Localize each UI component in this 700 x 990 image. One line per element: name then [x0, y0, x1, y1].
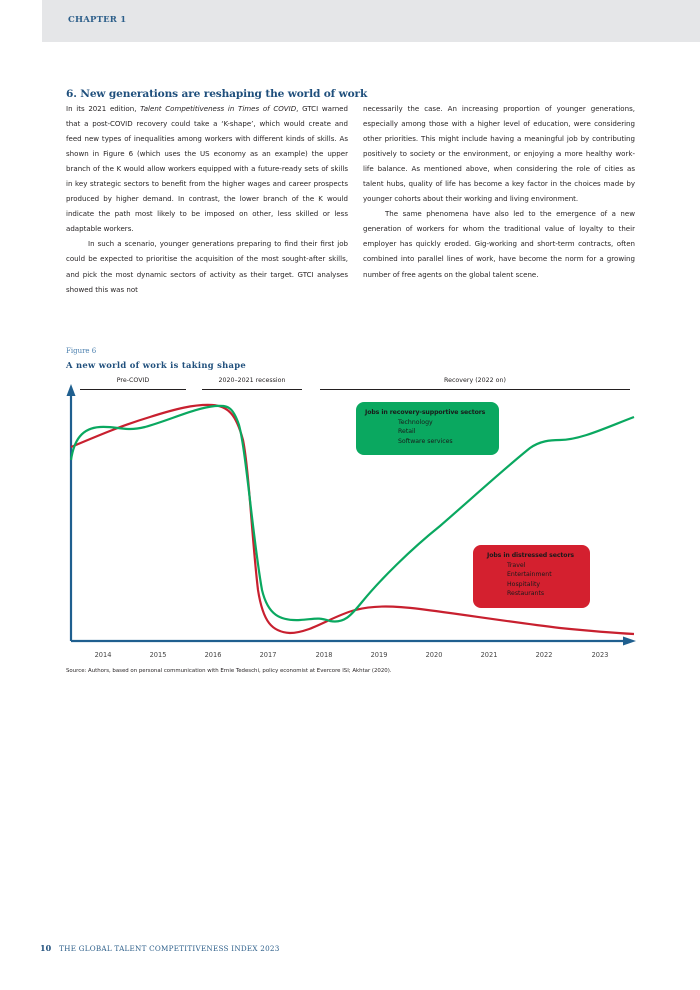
callout-item: Technology: [398, 418, 433, 426]
phase-label-pre-covid: Pre-COVID: [116, 377, 150, 384]
callout-title: Jobs in distressed sectors: [487, 552, 574, 559]
distressed-sectors-callout: [473, 545, 590, 608]
recovery-sectors-callout: [356, 402, 499, 455]
report-title-italic: Talent Competitiveness in Times of COVID: [140, 104, 297, 113]
x-tick-label: 2014: [94, 651, 112, 659]
callout-item: Restaurants: [507, 590, 545, 598]
callout-item: Entertainment: [507, 571, 552, 579]
page-footer: [40, 943, 280, 953]
callout-item: Software services: [398, 437, 453, 445]
page-number: 10: [40, 943, 52, 953]
callout-item: Hospitality: [507, 580, 541, 588]
chapter-label: CHAPTER 1: [68, 15, 127, 25]
figure-title: A new world of work is taking shape: [66, 360, 247, 370]
x-tick-label: 2023: [591, 651, 609, 659]
paragraph-4: The same phenomena have also led to the emergence of a new generation of workers for whom the traditional value of loyalty to their employer has quickly eroded. Gig-working and short-term contracts, often combined into parallel lines of work, have become the norm for a growing number of free agents on the global talent scene.: [363, 209, 635, 279]
publication-title: THE GLOBAL TALENT COMPETITIVENESS INDEX 2023: [59, 944, 280, 953]
paragraph-3: necessarily the case. An increasing proportion of younger generations, especially among those with a higher level of education, were considering other priorities. This might include having a meaningful job by contributing positively to society or the environment, or enjoying a more healthy work-life balance. As mentioned above, when considering the role of cities as talent hubs, quality of life has become a key factor in the choices made by younger cohorts about their working and living environment.: [363, 104, 635, 204]
x-tick-label: 2016: [204, 651, 222, 659]
phase-label-recovery: Recovery (2022 on): [444, 377, 506, 384]
section-title: 6. New generations are reshaping the world of work: [66, 88, 368, 100]
figure-source-note: Source: Authors, based on personal communication with Ernie Tedeschi, policy economist at Evercore ISI; Akhtar (2020).: [66, 668, 392, 674]
x-tick-label: 2018: [315, 651, 333, 659]
callout-item: Travel: [507, 561, 526, 569]
phase-label-recession: 2020–2021 recession: [218, 377, 286, 384]
callout-item: Retail: [398, 428, 416, 436]
paragraph-1: In its 2021 edition, Talent Competitiveness in Times of COVID, GTCI warned that a post-COVID recovery could take a ‘K-shape’, which would create and feed new types of inequalities among workers with different kinds of skills. As shown in Figure 6 (which uses the US economy as an example) the upper branch of the K would allow workers equipped with a future-ready sets of skills in key strategic sectors to benefit from the higher wages and career prospects produced by higher demand. In contrast, the lower branch of the K would indicate the path most likely to be imposed on other, less skilled or less adaptable workers.: [66, 104, 348, 234]
x-tick-label: 2015: [149, 651, 167, 659]
callout-title: Jobs in recovery-supportive sectors: [365, 409, 486, 416]
y-axis-arrow-icon: [67, 384, 76, 396]
x-tick-label: 2020: [425, 651, 443, 659]
paragraph-2: In such a scenario, younger generations preparing to find their first job could be expected to prioritise the acquisition of the most sought-after skills, and pick the most dynamic sectors of activity as their target. GTCI analyses showed this was not: [66, 239, 348, 294]
x-tick-label: 2022: [535, 651, 553, 659]
x-tick-label: 2021: [480, 651, 498, 659]
figure-label: Figure 6: [66, 347, 97, 355]
x-tick-label: 2019: [370, 651, 388, 659]
x-axis-arrow-icon: [623, 637, 636, 646]
x-tick-label: 2017: [259, 651, 277, 659]
